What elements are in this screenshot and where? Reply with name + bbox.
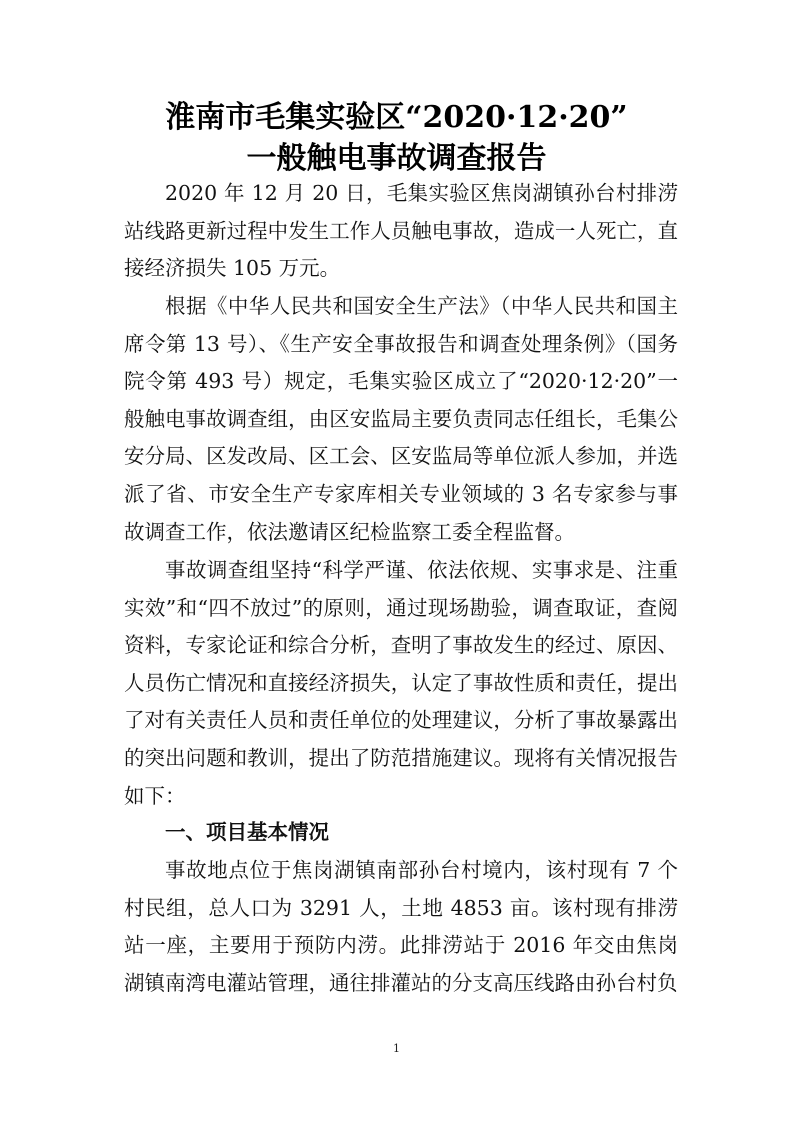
- intro-paragraph: 2020 年 12 月 20 日，毛集实验区焦岗湖镇孙台村排涝站线路更新过程中发生工作人员触电事故，造成一人死亡，直接经济损失 105 万元。: [124, 181, 678, 281]
- section-heading: 一、项目基本情况: [165, 820, 329, 844]
- report-title-line2: 一般触电事故调查报告: [246, 141, 547, 176]
- investigation-principles-paragraph: 事故调查组坚持“科学严谨、依法依规、实事求是、注重实效”和“四不放过”的原则，通过现场勘验，调查取证，查阅资料，专家论证和综合分析，查明了事故发生的经过、原因、人员伤亡情况和直接经济损失，认定了事故性质和责任，提出了对有关责任人员和责任单位的处理建议，分析了事故暴露出的突出问题和教训，提出了防范措施建议。现将有关情况报告如下：: [124, 558, 678, 808]
- page-number: 1: [393, 1042, 400, 1055]
- report-title-line1: 淮南市毛集实验区“2020·12·20”: [165, 100, 628, 135]
- legal-basis-paragraph: 根据《中华人民共和国安全生产法》（中华人民共和国主席令第 13 号）、《生产安全事故报告和调查处理条例》（国务院令第 493 号）规定，毛集实验区成立了“2020·12·20”一般触电事故调查组，由区安监局主要负责同志任组长，毛集公安分局、区发改局、区工会、区安监局等单位派人参加，并选派了省、市安全生产专家库相关专业领域的 3 名专家参与事故调查工作，依法邀请区纪检监察工委全程监督。: [124, 294, 678, 544]
- section-paragraph: 事故地点位于焦岗湖镇南部孙台村境内，该村现有 7 个村民组，总人口为 3291 人，土地 4853 亩。该村现有排涝站一座，主要用于预防内涝。此排涝站于 2016 年交由焦岗湖镇南湾电灌站管理，通往排灌站的分支高压线路由孙台村负: [124, 858, 678, 995]
